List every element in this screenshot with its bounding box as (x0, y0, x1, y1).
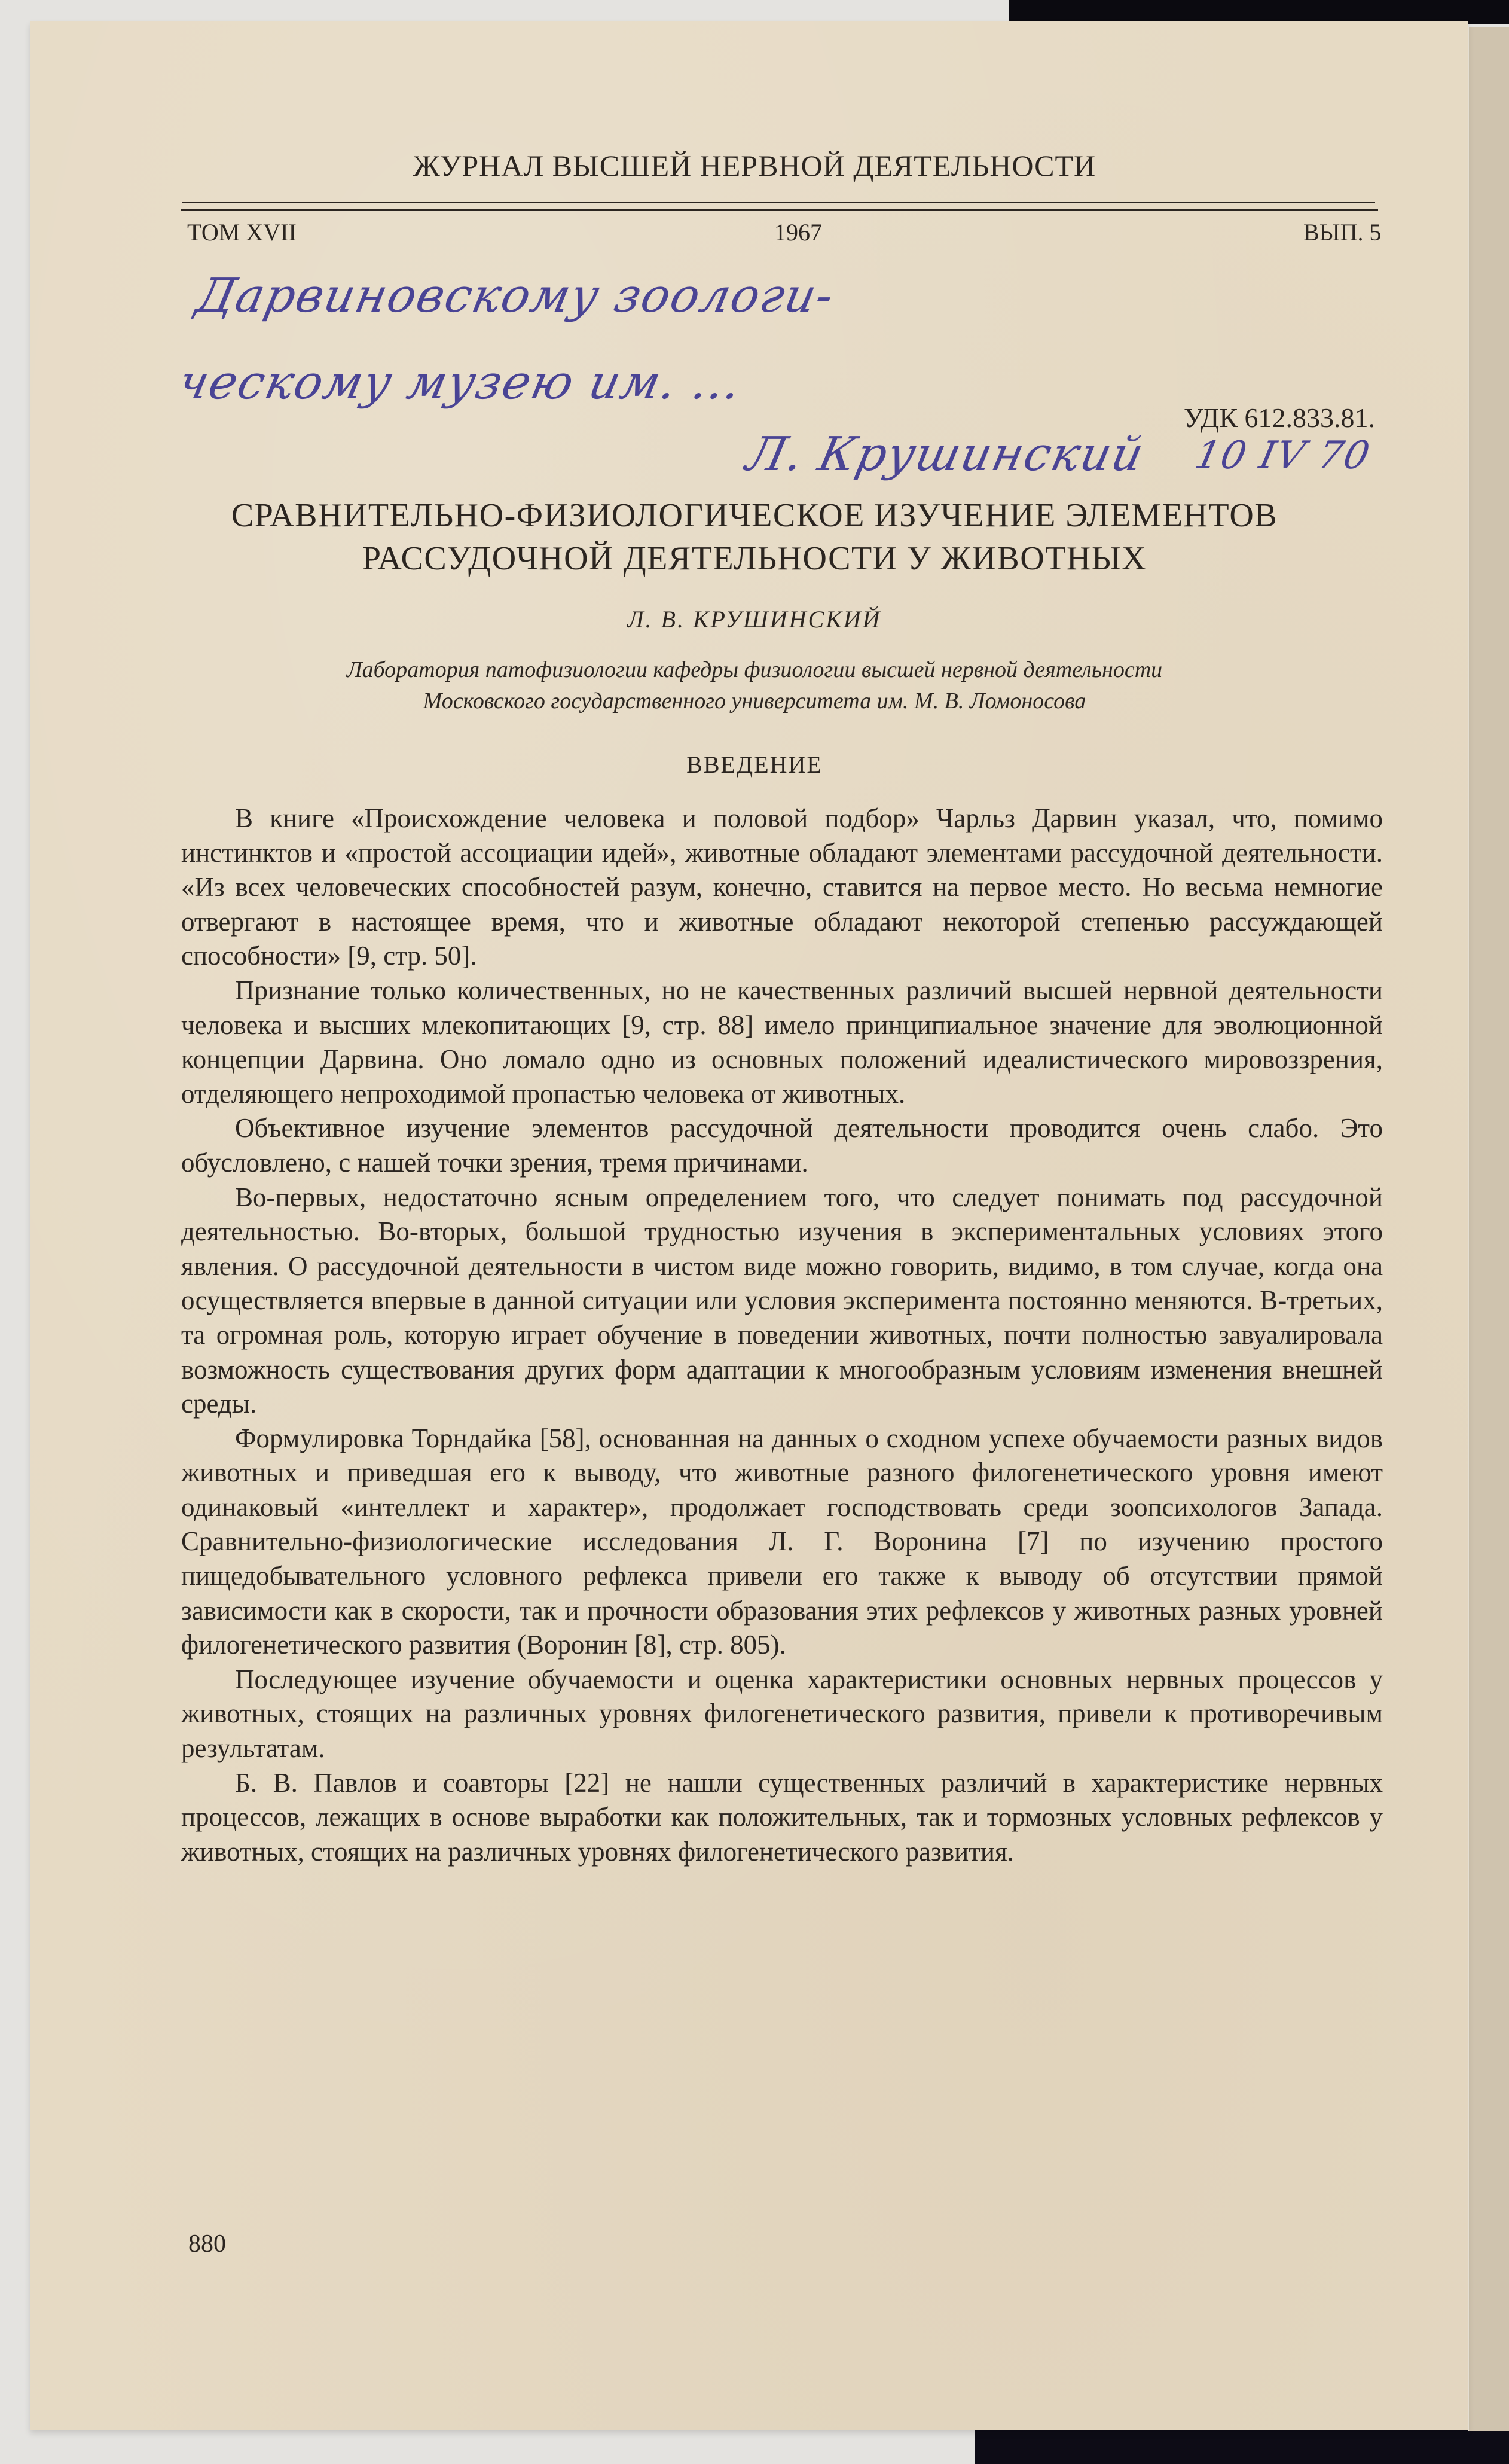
header-rule-top (182, 202, 1375, 203)
paragraph: В книге «Происхождение человека и половой подбор» Чарльз Дарвин указал, что, помимо инстинктов и «простой ассоциации идей», животные обладают элементами рассудочной деятельности. «Из всех человеческих способностей разум, конечно, ставится на первое место. Но весьма немногие отвергают в настоящее время, что и животные обладают некоторой степенью рассуждающей способности» [9, стр. 50]. (181, 803, 1383, 971)
author-name: Л. В. КРУШИНСКИЙ (627, 606, 882, 633)
handwritten-signature: Л. Крушинский (741, 428, 1150, 481)
header-rule-bottom (181, 209, 1378, 211)
paragraph: Формулировка Торндайка [58], основанная на данных о сходном успехе обучаемости разных видов животных и приведшая его к выводу, что животные разного филогенетического уровня имеют одинаковый «интеллект и характер», продолжает господствовать среди зоопсихологов Запада. Сравнительно-физиологические исследования Л. Г. Воронина [7] по изучению простого пищедобывательного условного рефлекса привели его также к выводу об отсутствии прямой зависимости как в скорости, так и прочности образования этих рефлексов у животных разных уровней филогенетического развития (Воронин [8], стр. 805). (181, 1423, 1383, 1660)
dark-background-top (1009, 0, 1509, 24)
article-title-line-2: РАССУДОЧНОЙ ДЕЯТЕЛЬНОСТИ У ЖИВОТНЫХ (362, 540, 1147, 577)
udc-code: УДК 612.833.81. (1184, 402, 1375, 433)
page-number: 880 (188, 2230, 226, 2258)
year-label: 1967 (774, 219, 822, 246)
paragraph: Последующее изучение обучаемости и оценка характеристики основных нервных процессов у животных, стоящих на различных уровнях филогенетического развития, привели к противоречивым результатам. (181, 1664, 1383, 1764)
paragraph: Во-первых, недостаточно ясным определением того, что следует понимать под рассудочной деятельностью. Во-вторых, большой трудностью изучения в экспериментальных условиях этого явления. О рассудочной деятельности в чистом виде можно говорить, видимо, в том случае, когда она осуществляется впервые в данной ситуации или условия эксперимента постоянно меняются. В-третьих, та огромная роль, которую играет обучение в поведении животных, почти полностью завуалировала возможность существования других форм адаптации к многообразным условиям изменения внешней среды. (181, 1182, 1383, 1419)
issue-label: ВЫП. 5 (1303, 219, 1382, 246)
paragraph: Б. В. Павлов и соавторы [22] не нашли существенных различий в характеристике нервных процессов, лежащих в основе выработки как положительных, так и тормозных условных рефлексов у животных, стоящих на различных уровнях филогенетического развития. (181, 1767, 1383, 1867)
journal-title: ЖУРНАЛ ВЫСШЕЙ НЕРВНОЙ ДЕЯТЕЛЬНОСТИ (413, 149, 1096, 182)
affiliation-line-1: Лаборатория патофизиологии кафедры физиологии высшей нервной деятельности (346, 657, 1163, 682)
paragraph: Объективное изучение элементов рассудочной деятельности проводится очень слабо. Это обусловлено, с нашей точки зрения, тремя причинами. (181, 1113, 1383, 1178)
handwritten-dedication-line-2: ческому музею им. ... (173, 356, 747, 410)
volume-label: ТОМ XVII (187, 219, 297, 246)
paragraph: Признание только количественных, но не качественных различий высшей нервной деятельности человека и высших млекопитающих [9, стр. 88] имело принципиальное значение для эволюционной концепции Дарвина. Оно ломало одно из основных положений идеалистического мировоззрения, отделяющего непроходимой пропастью человека от животных. (181, 975, 1383, 1109)
handwritten-dedication-line-1: Дарвиновскому зоологи- (191, 269, 839, 323)
article-title-line-1: СРАВНИТЕЛЬНО-ФИЗИОЛОГИЧЕСКОЕ ИЗУЧЕНИЕ ЭЛЕМЕНТОВ (231, 497, 1278, 534)
article-body (181, 801, 1383, 1869)
underlying-page-edge (1468, 27, 1509, 2431)
handwritten-date: 10 IV 70 (1191, 434, 1374, 478)
section-heading: ВВЕДЕНИЕ (686, 751, 823, 778)
dark-background-bottom (975, 2428, 1509, 2464)
affiliation-line-2: Московского государственного университета им. М. В. Ломоносова (423, 688, 1086, 713)
